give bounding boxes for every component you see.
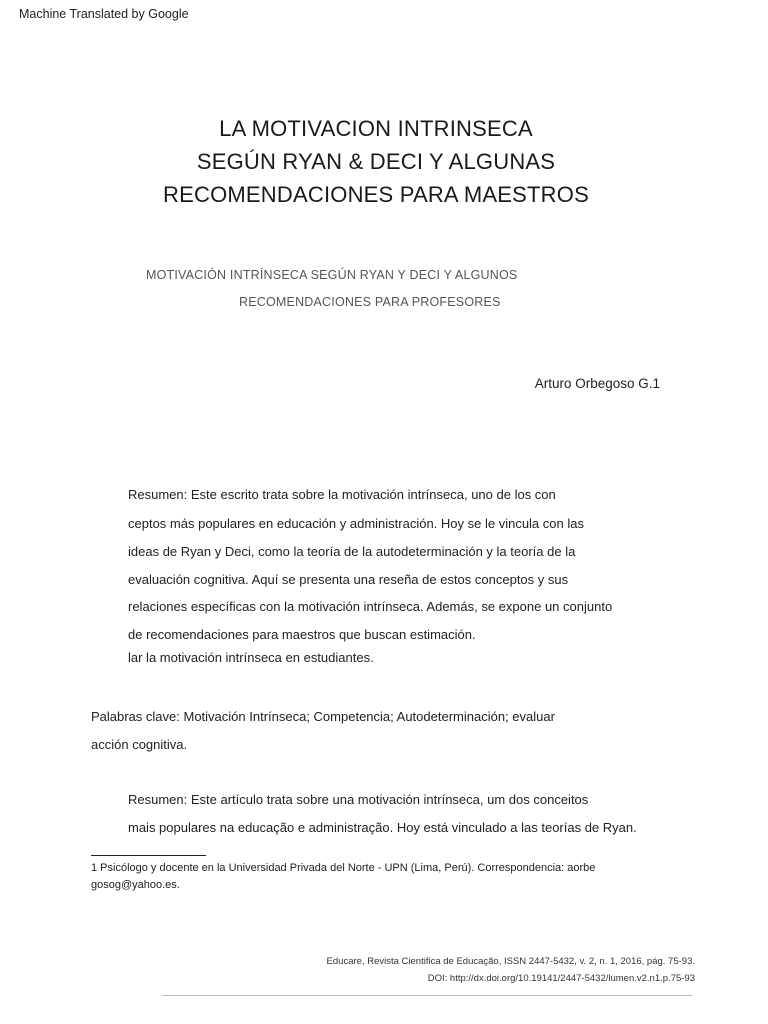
title-line-2: SEGÚN RYAN & DECI Y ALGUNAS	[196, 149, 556, 174]
abstract-line: ceptos más populares en educación y administración. Hoy se le vincula con las	[128, 516, 584, 531]
abstract2-line: mais populares na educação e administração. Hoy está vinculado a las teorías de Ryan.	[128, 820, 637, 835]
author-name: Arturo Orbegoso G.1	[534, 376, 660, 391]
title-line-1: LA MOTIVACION INTRINSECA	[219, 116, 533, 141]
title-line-3: RECOMENDACIONES PARA MAESTROS	[163, 182, 589, 207]
abstract-line: Resumen: Este escrito trata sobre la motivación intrínseca, uno de los con	[128, 487, 556, 502]
footnote-line: gosog@yahoo.es.	[91, 879, 180, 891]
footnote-rule	[91, 855, 206, 856]
doi-citation: DOI: http://dx.doi.org/10.19141/2447-5432/lumen.v2.n1.p.75-93	[427, 973, 695, 984]
keywords-line: Palabras clave: Motivación Intrínseca; Competencia; Autodeterminación; evaluar	[91, 709, 555, 724]
subtitle-line-1: MOTIVACIÓN INTRÍNSECA SEGÚN RYAN Y DECI Y ALGUNOS	[146, 268, 518, 282]
footnote-line: 1 Psicólogo y docente en la Universidad Privada del Norte - UPN (Lima, Perú). Correspondencia: aorbe	[91, 862, 596, 874]
abstract-line: evaluación cognitiva. Aquí se presenta una reseña de estos conceptos y sus	[128, 572, 569, 587]
abstract2-line: Resumen: Este artículo trata sobre una motivación intrínseca, um dos conceitos	[128, 792, 589, 807]
machine-translation-banner: Machine Translated by Google	[19, 7, 189, 21]
subtitle-line-2: RECOMENDACIONES PARA PROFESORES	[239, 295, 501, 309]
abstract-line: ideas de Ryan y Deci, como la teoría de la autodeterminación y la teoría de la	[128, 544, 576, 559]
journal-citation: Educare, Revista Cientifica de Educação, ISSN 2447-5432, v. 2, n. 1, 2016, pág. 75-93.	[326, 956, 695, 967]
page-bottom-rule	[162, 995, 692, 996]
keywords-line: acción cognitiva.	[91, 737, 188, 752]
abstract-line: relaciones específicas con la motivación intrínseca. Además, se expone un conjunto	[128, 599, 613, 614]
abstract-line: lar la motivación intrínseca en estudiantes.	[128, 650, 374, 665]
abstract-line: de recomendaciones para maestros que buscan estimación.	[128, 627, 476, 642]
